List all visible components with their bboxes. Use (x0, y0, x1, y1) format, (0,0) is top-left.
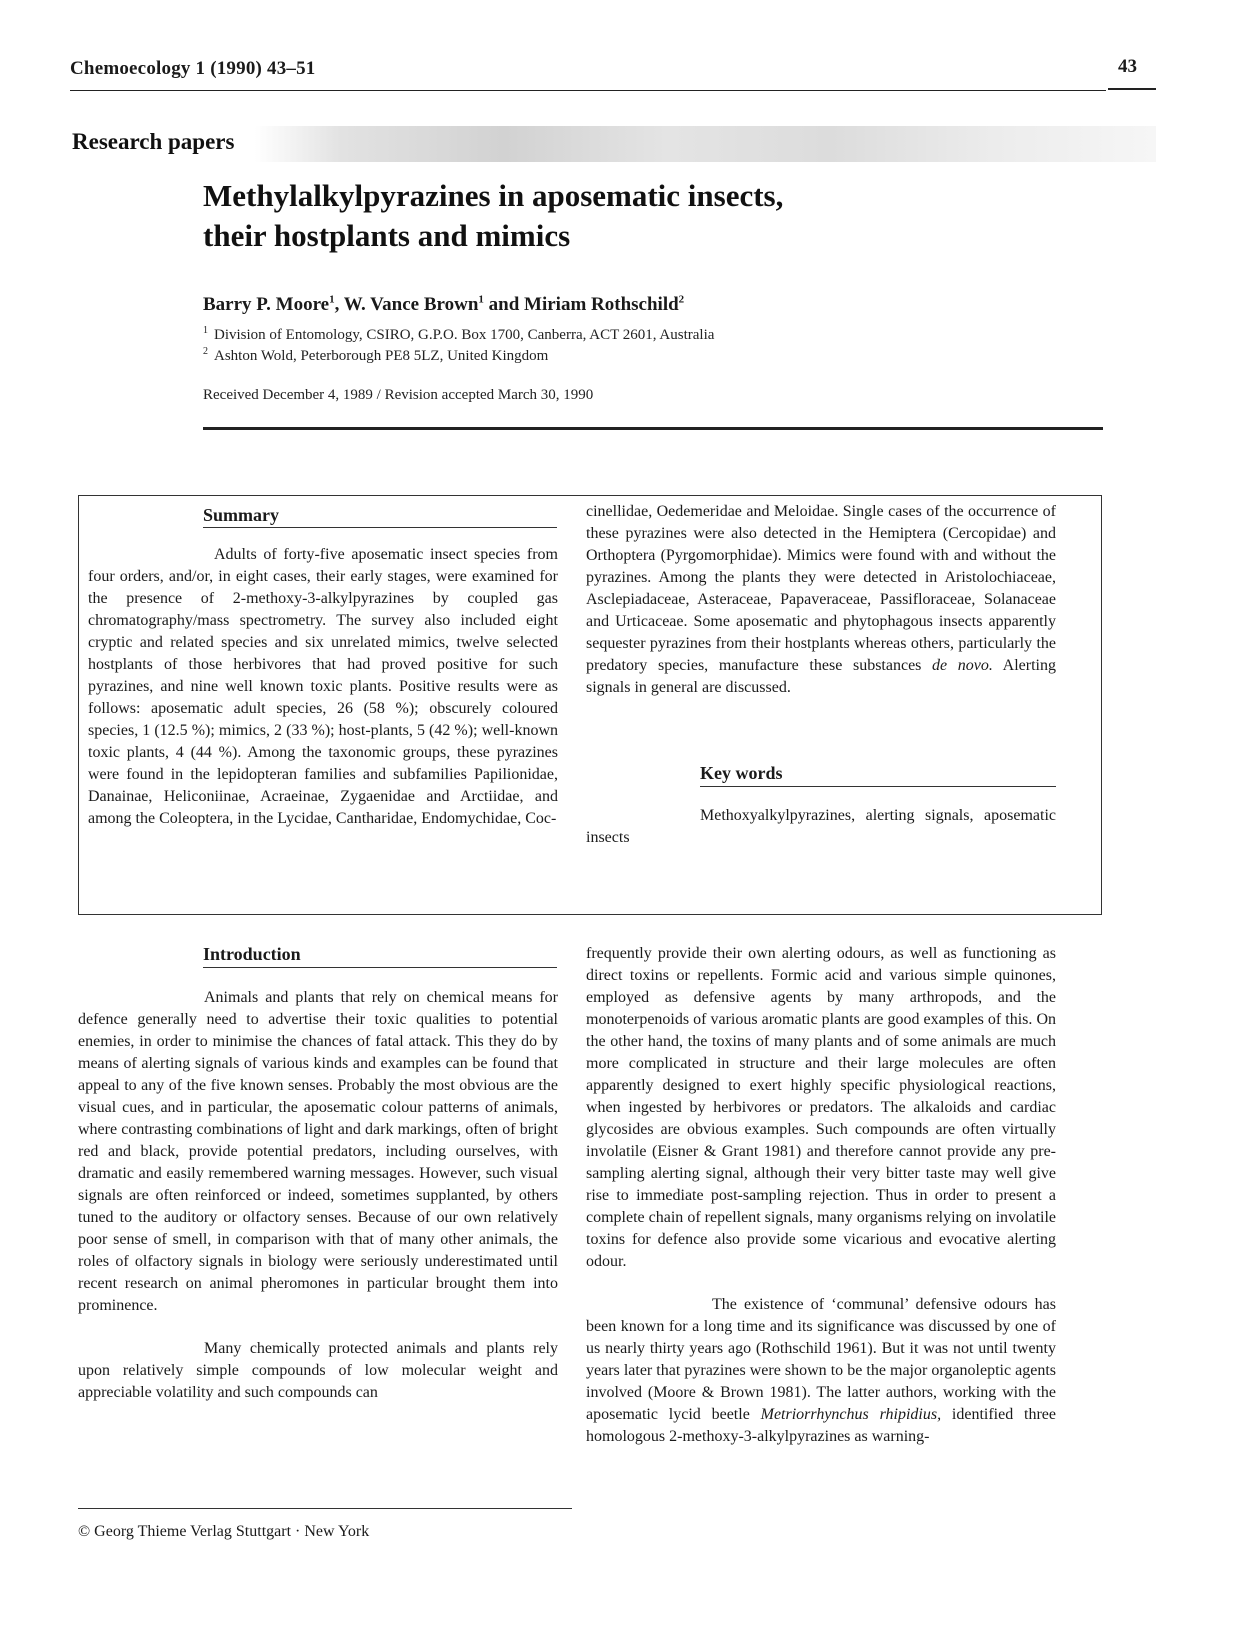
affiliation-marker: 2 (203, 346, 208, 357)
header-rule-accent (1108, 88, 1156, 90)
intro-text-span: The existence of ‘communal’ defensive odours has been known for a long time and its significance was discussed by one of us nearly thirty years ago (Rothschild 1961). But it was not until twenty years later that pyrazines were shown to be the major organoleptic agents involved (Moore & Brown 1981). The latter authors, working with the aposematic lycid beetle (586, 1296, 1056, 1423)
header-rule (70, 90, 1106, 91)
summary-text-right (586, 501, 1056, 699)
introduction-column-left (78, 987, 558, 1404)
author-name: and Miriam Rothschild (483, 294, 679, 315)
affiliation-text: Division of Entomology, CSIRO, G.P.O. Box 1700, Canberra, ACT 2601, Australia (214, 327, 715, 343)
keywords-heading-rule (700, 786, 1056, 787)
keywords-heading: Key words (700, 763, 783, 783)
introduction-paragraph-4 (586, 1294, 1056, 1448)
keywords-list: Methoxyalkylpyrazines, alerting signals, aposematic insects (586, 807, 1056, 846)
affiliation-2 (203, 346, 548, 365)
species-name-italic: Metriorrhynchus rhipidius, (760, 1406, 942, 1423)
affiliation-marker: 2 (678, 293, 685, 306)
paper-title-line-2: their hostplants and mimics (203, 218, 571, 253)
section-label: Research papers (72, 129, 235, 154)
summary-text-italic: de novo. (932, 657, 993, 674)
summary-paragraph-continued (586, 501, 1056, 699)
introduction-paragraph-2: Many chemically protected animals and plants rely upon relatively simple compounds of low molecular weight and appreciable volatility and such compounds can (78, 1340, 558, 1401)
intro-text-span: identified three homologous 2-methoxy-3-alkylpyrazines as warning- (586, 1406, 1057, 1445)
page-number: 43 (1118, 56, 1137, 77)
footer-rule (78, 1508, 572, 1509)
introduction-paragraph-1: Animals and plants that rely on chemical means for defence generally need to advertise their toxic qualities to potential enemies, in order to minimise the chances of fatal attack. This they do by means of alerting signals of various kinds and examples can be found that appeal to any of the five known senses. Probably the most obvious are the visual cues, and in particular, the aposematic colour patterns of animals, where contrasting combinations of light and dark markings, often of bright red and black, provide potential predators, including ourselves, with dramatic and easily remembered warning messages. However, such visual signals are often reinforced or indeed, sometimes supplanted, by others tuned to the auditory or olfactory senses. Because of our own relatively poor sense of smell, in comparison with that of many other animals, the roles of olfactory signals in biology were seriously underestimated until recent research on animal pheromones in particular brought them into prominence. (78, 989, 558, 1314)
summary-text-span: cinellidae, Oedemeridae and Meloidae. Single cases of the occurrence of these pyrazines were also detected in the Hemiptera (Cercopidae) and Orthoptera (Pyrgomorphidae). Mimics were found with and without the pyrazines. Among the plants they were detected in Aristolochiaceae, Asclepiadaceae, Asteraceae, Papaveraceae, Passifloraceae, Solanaceae and Urticaceae. Some aposematic and phytophagous insects apparently sequester pyrazines from their hostplants whereas others, particularly the predatory species, manufacture these substances (586, 503, 1056, 674)
author-list (203, 294, 684, 316)
author-name: , W. Vance Brown (334, 294, 479, 315)
summary-text-span: Alerting signals in general are discussed. (586, 657, 1056, 696)
author-name: Barry P. Moore (203, 294, 330, 315)
received-dates: Received December 4, 1989 / Revision accepted March 30, 1990 (203, 387, 594, 403)
introduction-heading-rule (203, 967, 557, 968)
summary-paragraph: Adults of forty-five aposematic insect species from four orders, and/or, in eight cases, their early stages, were examined for the presence of 2-methoxy-3-alkylpyrazines by coupled gas chromatography/mass spectrometry. The survey also included eight cryptic and related species and six unrelated mimics, twelve selected hostplants of those herbivores that had proved positive for such pyrazines, and nine well known toxic plants. Positive results were as follows: aposematic adult species, 26 (58 %); obscurely coloured species, 1 (12.5 %); mimics, 2 (33 %); host-plants, 5 (42 %); well-known toxic plants, 4 (44 %). Among the taxonomic groups, these pyrazines were found in the lepidopteran families and subfamilies Papilionidae, Danainae, Heliconiinae, Acraeinae, Zygaenidae and Arctiidae, and among the Coleoptera, in the Lycidae, Cantharidae, Endomychidae, Coc- (88, 546, 558, 827)
summary-text-left (88, 544, 558, 830)
introduction-column-right (586, 943, 1056, 1448)
summary-heading-rule (203, 527, 557, 528)
affiliation-marker: 1 (478, 293, 484, 306)
introduction-paragraph-3: frequently provide their own alerting odours, as well as functioning as direct toxins or repellents. Formic acid and various simple quinones, employed as defensive agents by many arthropods, and the monoterpenoids of various aromatic plants are good examples of this. On the other hand, the toxins of many plants and of some animals are much more complicated in structure and their large molecules are often apparently designed to exert highly specific physiological reactions, when ingested by herbivores or predators. The alkaloids and cardiac glycosides are obvious examples. Such compounds are often virtually involatile (Eisner & Grant 1981) and therefore cannot provide any pre-sampling alerting signal, although their very bitter taste may well give rise to immediate post-sampling rejection. Thus in order to present a complete chain of repellent signals, many organisms relying on involatile toxins for defence also provide some vicarious and evocative alerting odour. (586, 945, 1056, 1270)
paper-title (203, 176, 1103, 256)
affiliation-marker: 1 (329, 293, 335, 306)
affiliation-text: Ashton Wold, Peterborough PE8 5LZ, United Kingdom (214, 348, 549, 364)
keywords-text (586, 805, 1056, 849)
journal-reference: Chemoecology 1 (1990) 43–51 (70, 58, 316, 79)
introduction-heading: Introduction (203, 944, 301, 964)
summary-heading: Summary (203, 505, 279, 525)
copyright-notice: © Georg Thieme Verlag Stuttgart · New York (78, 1523, 370, 1540)
affiliation-marker: 1 (203, 325, 208, 336)
paper-title-line-1: Methylalkylpyrazines in aposematic insects, (203, 178, 784, 213)
title-block-rule (203, 427, 1103, 430)
affiliation-1 (203, 325, 714, 344)
